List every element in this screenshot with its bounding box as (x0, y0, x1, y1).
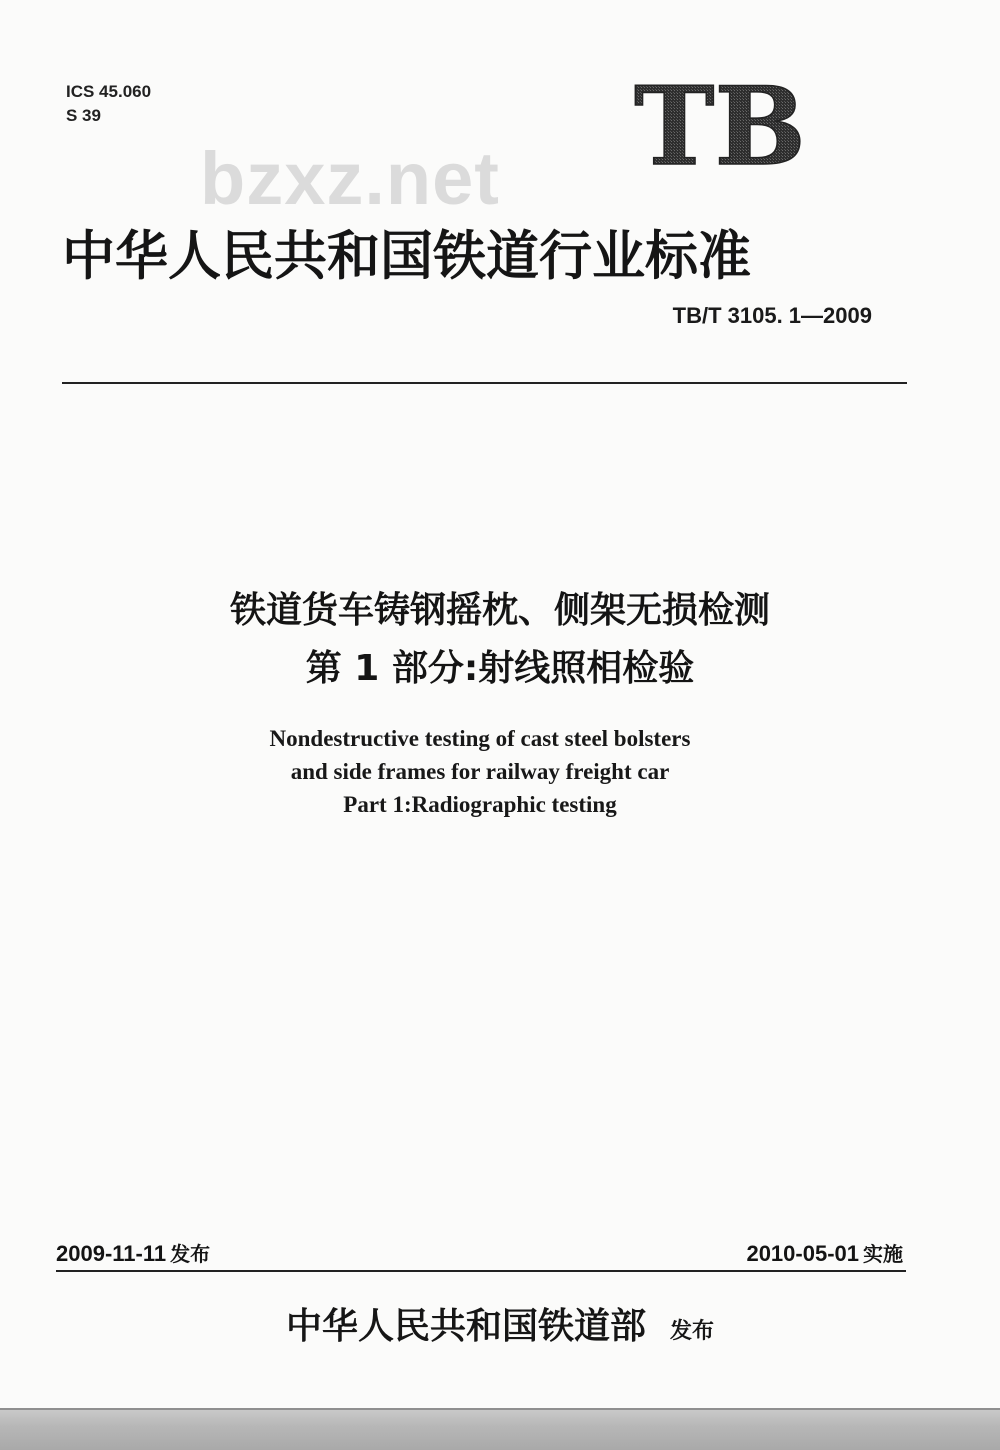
cn-title-line1: 铁道货车铸钢摇枕、侧架无损检测 (229, 590, 770, 631)
ics-code: ICS 45.060 (66, 82, 152, 101)
publisher-name: 中华人民共和国铁道部 (285, 1305, 646, 1347)
effective-label: 实施 (863, 1242, 903, 1266)
watermark: bzxz.net (200, 137, 500, 220)
issue-date-block (56, 1238, 210, 1267)
en-title-line2: and side frames for railway freight car (290, 759, 670, 784)
en-title-line1: Nondestructive testing of cast steel bolsters (269, 726, 691, 751)
en-title-line3: Part 1:Radiographic testing (343, 792, 617, 817)
ccs-code: S 39 (66, 106, 101, 125)
tb-logo (620, 78, 820, 173)
en-title (0, 722, 960, 821)
publisher-suffix: 发布 (670, 1318, 715, 1344)
issue-date: 2009-11-11 (56, 1241, 167, 1266)
publisher-block (0, 1298, 1000, 1349)
cn-title-line2: 第 1 部分:射线照相检验 (305, 648, 695, 689)
tb-logo-text: TB (634, 78, 806, 173)
effective-date-block (746, 1238, 903, 1267)
footer-divider (56, 1270, 906, 1272)
effective-date: 2010-05-01 (746, 1241, 859, 1266)
standard-number: TB/T 3105. 1—2009 (672, 303, 872, 328)
scan-bottom-bar (0, 1410, 1000, 1450)
standard-category-title: 中华人民共和国铁道行业标准 (62, 225, 751, 287)
issue-label: 发布 (170, 1242, 211, 1266)
classification-codes (66, 80, 151, 128)
header-divider (62, 382, 907, 384)
